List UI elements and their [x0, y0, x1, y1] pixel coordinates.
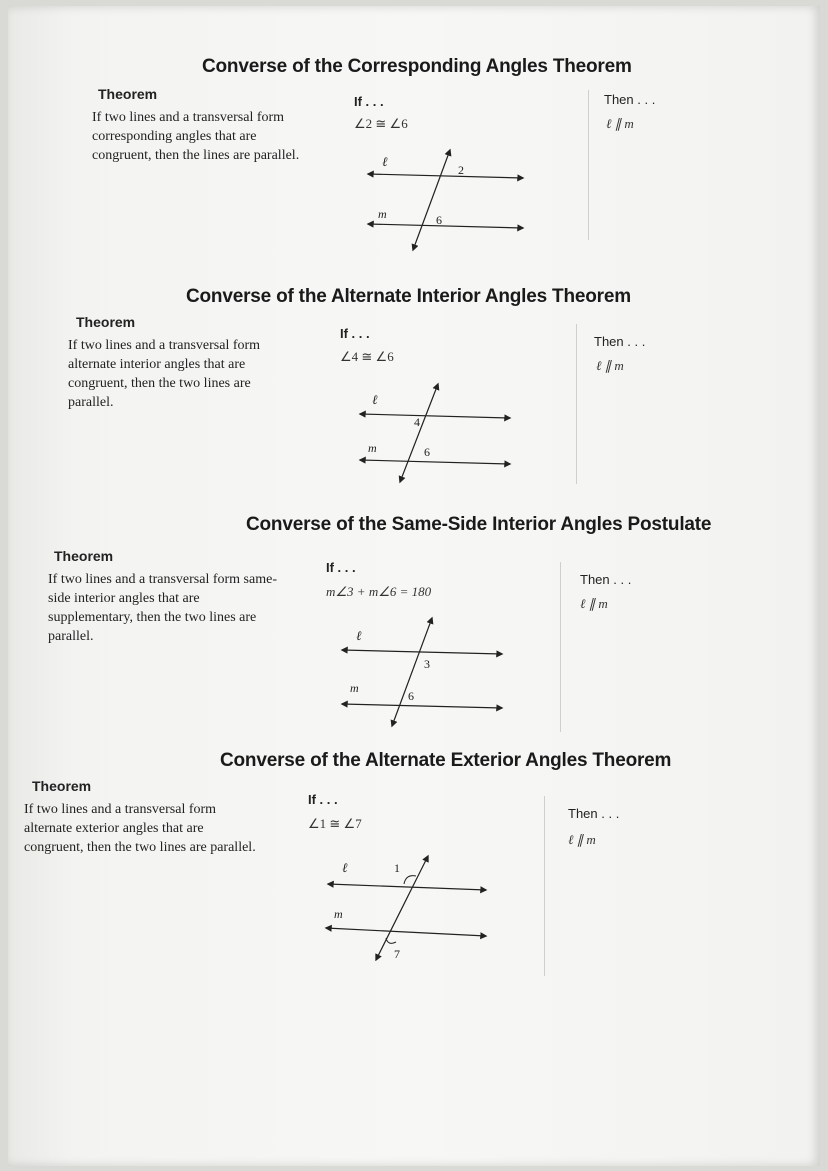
if-label: If . . .: [354, 94, 384, 109]
if-label: If . . .: [340, 326, 370, 341]
column-divider: [544, 796, 545, 976]
line-m-label: m: [378, 207, 387, 221]
textbook-page: [8, 6, 820, 1166]
then-label: Then . . .: [604, 92, 656, 107]
angle-arc-7: [386, 938, 396, 943]
if-label: If . . .: [308, 792, 338, 807]
line-l-label: ℓ: [342, 860, 348, 875]
line-m-label: m: [368, 441, 377, 455]
section-title: Converse of the Alternate Exterior Angles Theorem: [220, 750, 672, 771]
theorem-label: Theorem: [32, 778, 92, 794]
section-title: Converse of the Alternate Interior Angles Theorem: [186, 286, 631, 307]
section-title: Converse of the Same-Side Interior Angles Postulate: [246, 514, 712, 535]
line-m-label: m: [334, 907, 343, 921]
angle-label-b: 6: [424, 445, 430, 459]
then-expression: ℓ ∥ m: [568, 832, 596, 847]
angle-label-a: 2: [458, 163, 464, 177]
if-expression: ∠4 ≅ ∠6: [340, 349, 394, 364]
if-expression: ∠1 ≅ ∠7: [308, 816, 362, 831]
line-l-label: ℓ: [372, 392, 378, 407]
then-expression: ℓ ∥ m: [606, 116, 634, 131]
angle-label-b: 6: [408, 689, 414, 703]
theorem-statement: If two lines and a transversal form alternate interior angles that are congruent, then the two lines are parallel.: [68, 338, 261, 410]
then-expression: ℓ ∥ m: [596, 358, 624, 373]
angle-label-a: 4: [414, 415, 420, 429]
line-l-label: ℓ: [356, 628, 362, 643]
theorem-label: Theorem: [76, 314, 136, 330]
if-expression: m∠3 + m∠6 = 180: [326, 584, 432, 599]
parallel-lines-diagram: [314, 846, 504, 966]
line-l-label: ℓ: [382, 154, 388, 169]
theorem-statement: If two lines and a transversal form alternate exterior angles that are congruent, then the two lines are parallel.: [24, 802, 256, 855]
if-label: If . . .: [326, 560, 356, 575]
if-expression: ∠2 ≅ ∠6: [354, 116, 408, 131]
line-m-label: m: [350, 681, 359, 695]
section-title: Converse of the Corresponding Angles Theorem: [202, 56, 632, 77]
line-m: [326, 928, 486, 936]
theorem-statement: If two lines and a transversal form corresponding angles that are congruent, then the lines are parallel.: [92, 110, 300, 163]
angle-label-a: 1: [394, 861, 400, 875]
line-l: [328, 884, 486, 890]
then-label: Then . . .: [594, 334, 646, 349]
transversal: [376, 856, 428, 960]
theorem-statement: If two lines and a transversal form same-side interior angles that are supplementary, then the two lines are parallel.: [48, 572, 277, 644]
then-label: Then . . .: [580, 572, 632, 587]
angle-label-b: 7: [394, 947, 400, 961]
theorem-label: Theorem: [54, 548, 114, 564]
then-label: Then . . .: [568, 806, 620, 821]
angle-label-a: 3: [424, 657, 430, 671]
section-alternate-exterior-angles: [8, 6, 820, 986]
theorem-label: Theorem: [98, 86, 158, 102]
then-expression: ℓ ∥ m: [580, 596, 608, 611]
angle-label-b: 6: [436, 213, 442, 227]
